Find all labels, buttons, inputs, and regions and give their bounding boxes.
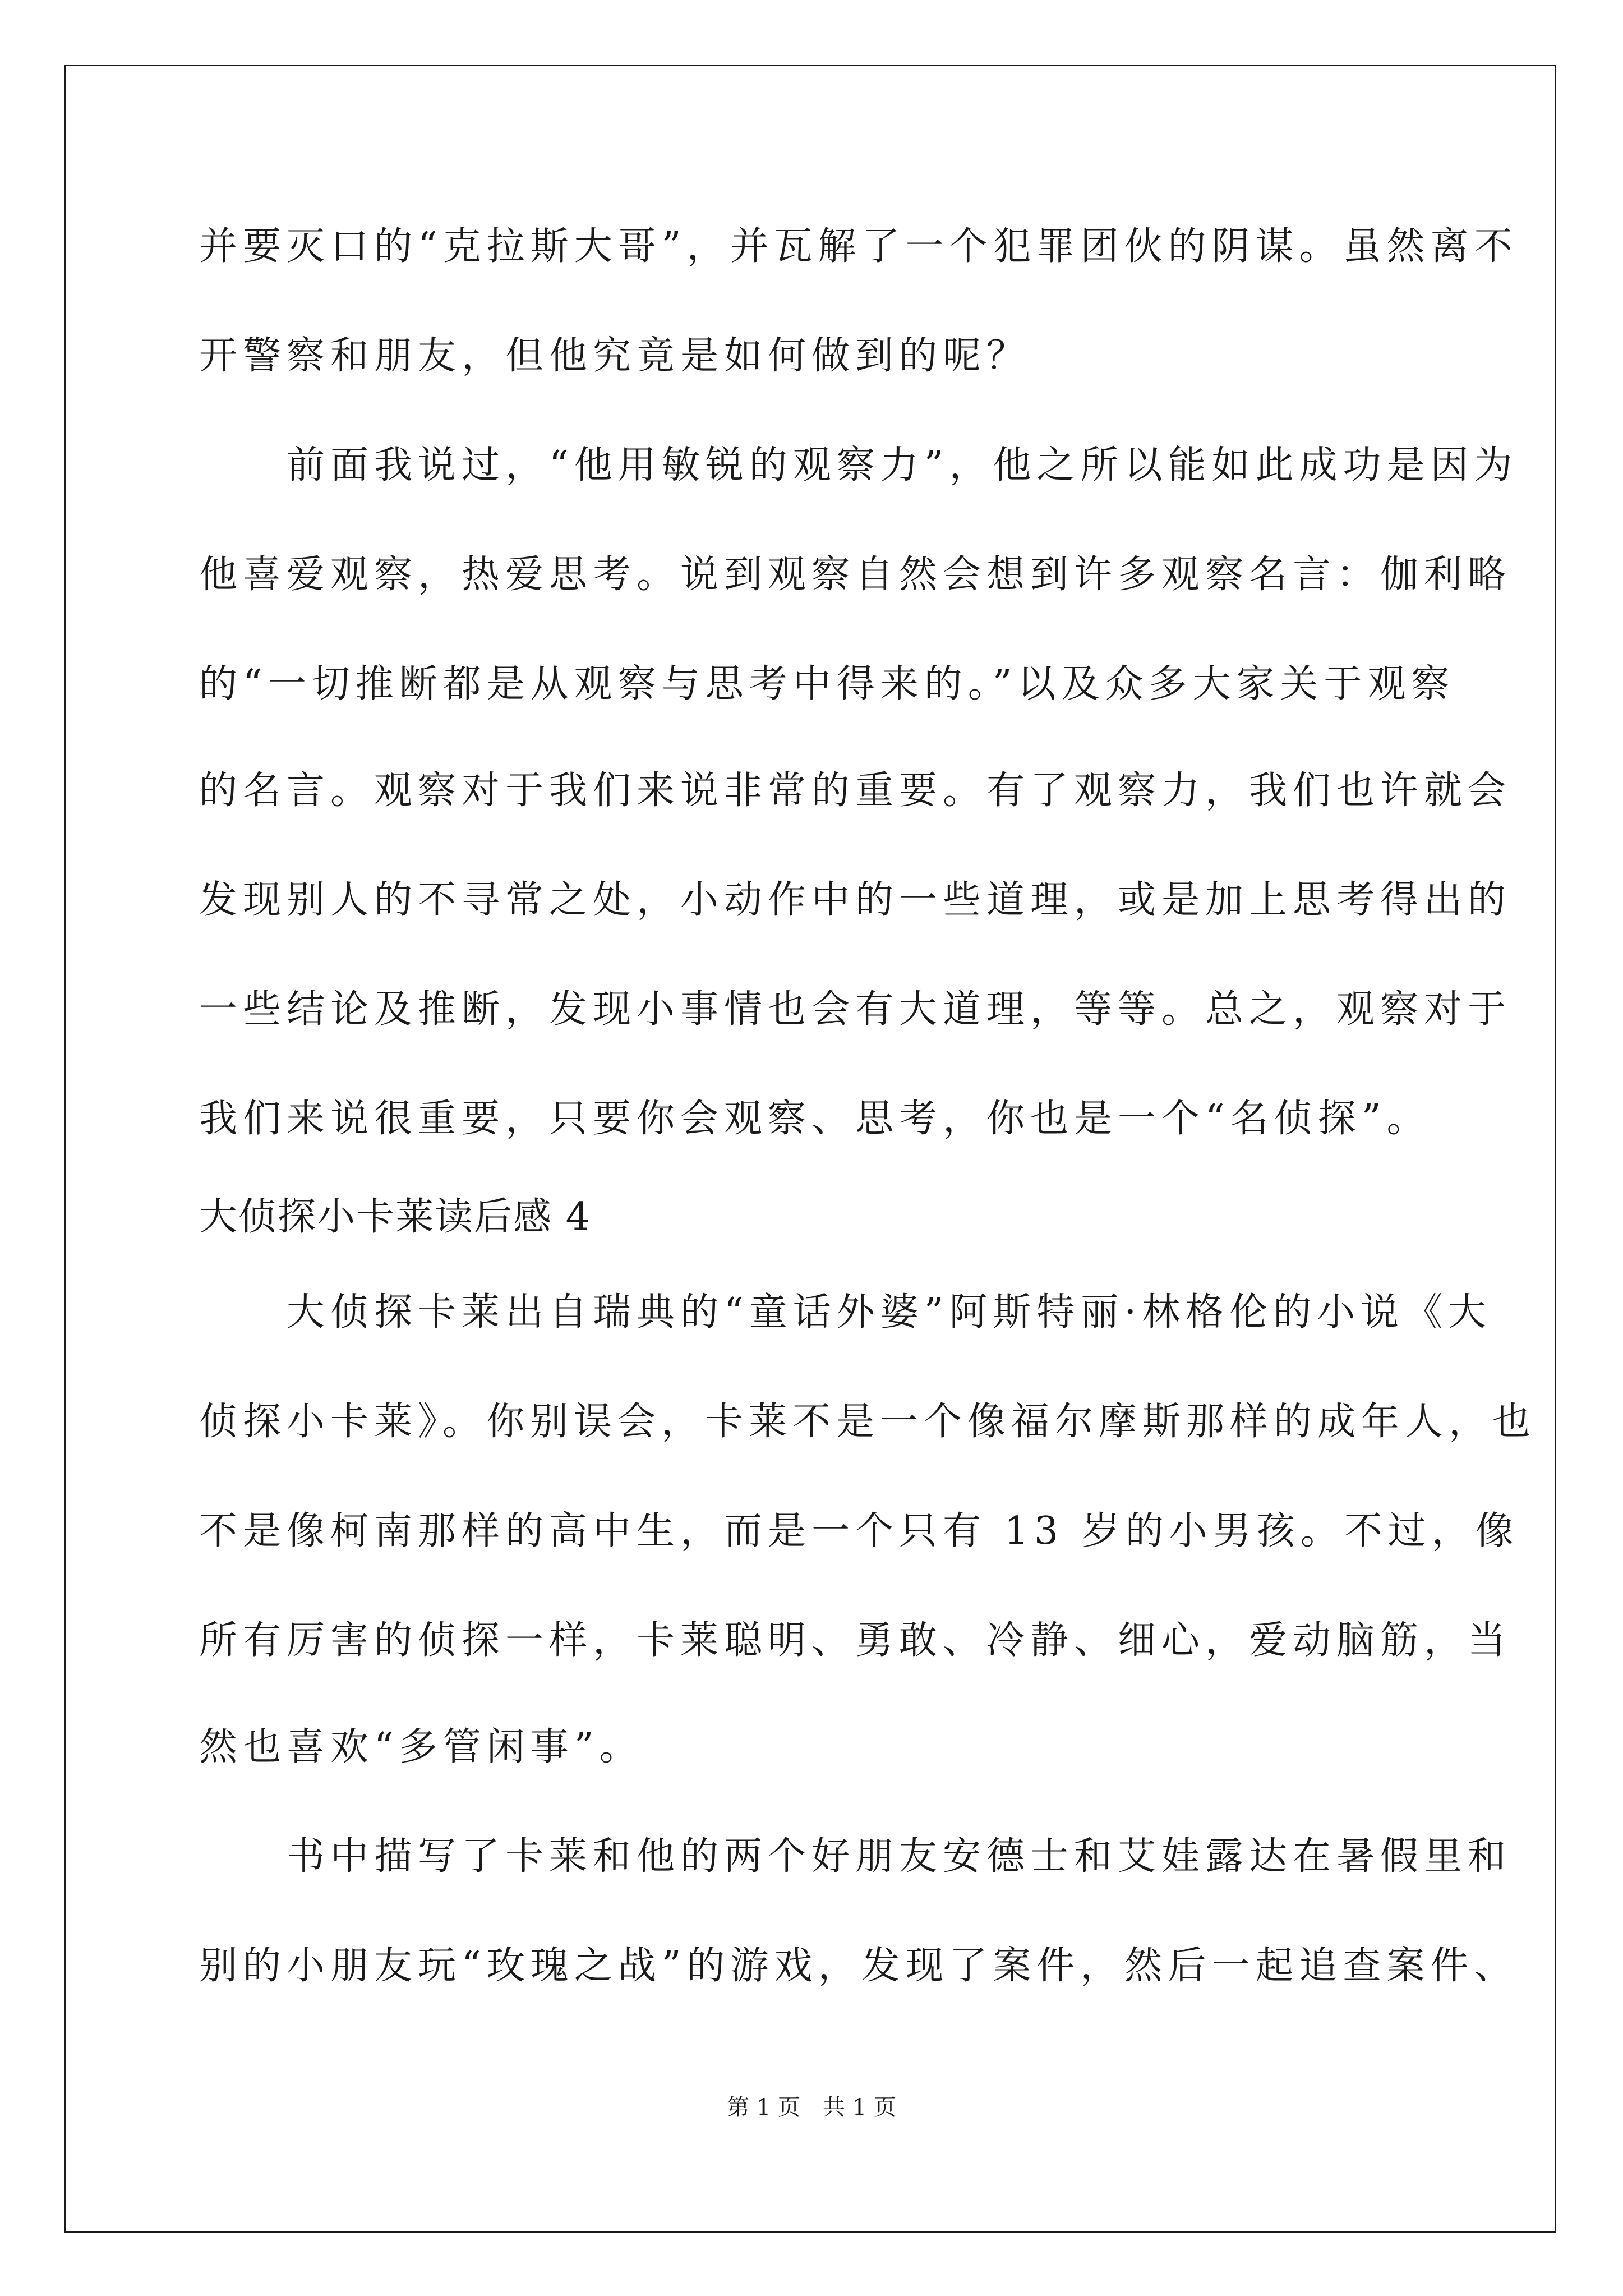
page-footer: 第 1 页 共 1 页	[727, 2095, 896, 2120]
text-line: 前面我说过，“他用敏锐的观察力”，他之所以能如此成功是因为	[199, 443, 1518, 487]
text-line: 的名言。观察对于我们来说非常的重要。有了观察力，我们也许就会	[199, 769, 1512, 813]
text-line: 开警察和朋友，但他究竟是如何做到的呢？	[199, 334, 1031, 378]
text-line: 所有厉害的侦探一样，卡莱聪明、勇敢、冷静、细心，爱动脑筋，当	[199, 1618, 1512, 1663]
text-line: 书中描写了卡莱和他的两个好朋友安德士和艾娃露达在暑假里和	[199, 1834, 1512, 1879]
text-line: 发现别人的不寻常之处，小动作中的一些道理，或是加上思考得出的	[199, 878, 1512, 922]
text-line: 我们来说很重要，只要你会观察、思考，你也是一个“名侦探”。	[199, 1097, 1431, 1141]
text-line: 大侦探卡莱出自瑞典的“童话外婆”阿斯特丽·林格伦的小说《大	[199, 1290, 1492, 1335]
text-line: 并要灭口的“克拉斯大哥”，并瓦解了一个犯罪团伙的阴谋。虽然离不	[199, 224, 1518, 269]
page-border	[64, 65, 1556, 2233]
section-heading: 大侦探小卡莱读后感 4	[199, 1195, 591, 1239]
text-line: 然也喜欢“多管闲事”。	[199, 1725, 643, 1769]
text-line: 别的小朋友玩“玫瑰之战”的游戏，发现了案件，然后一起追查案件、	[199, 1944, 1518, 1988]
text-line: 他喜爱观察，热爱思考。说到观察自然会想到许多观察名言：伽利略	[199, 553, 1512, 597]
text-line: 一些结论及推断，发现小事情也会有大道理，等等。总之，观察对于	[199, 987, 1512, 1032]
text-line: 侦探小卡莱》。你别误会，卡莱不是一个像福尔摩斯那样的成年人，也	[199, 1400, 1537, 1444]
text-line: 不是像柯南那样的高中生，而是一个只有 13 岁的小男孩。不过，像	[199, 1509, 1519, 1553]
text-line: 的“一切推断都是从观察与思考中得来的。”以及众多大家关于观察	[199, 662, 1455, 706]
